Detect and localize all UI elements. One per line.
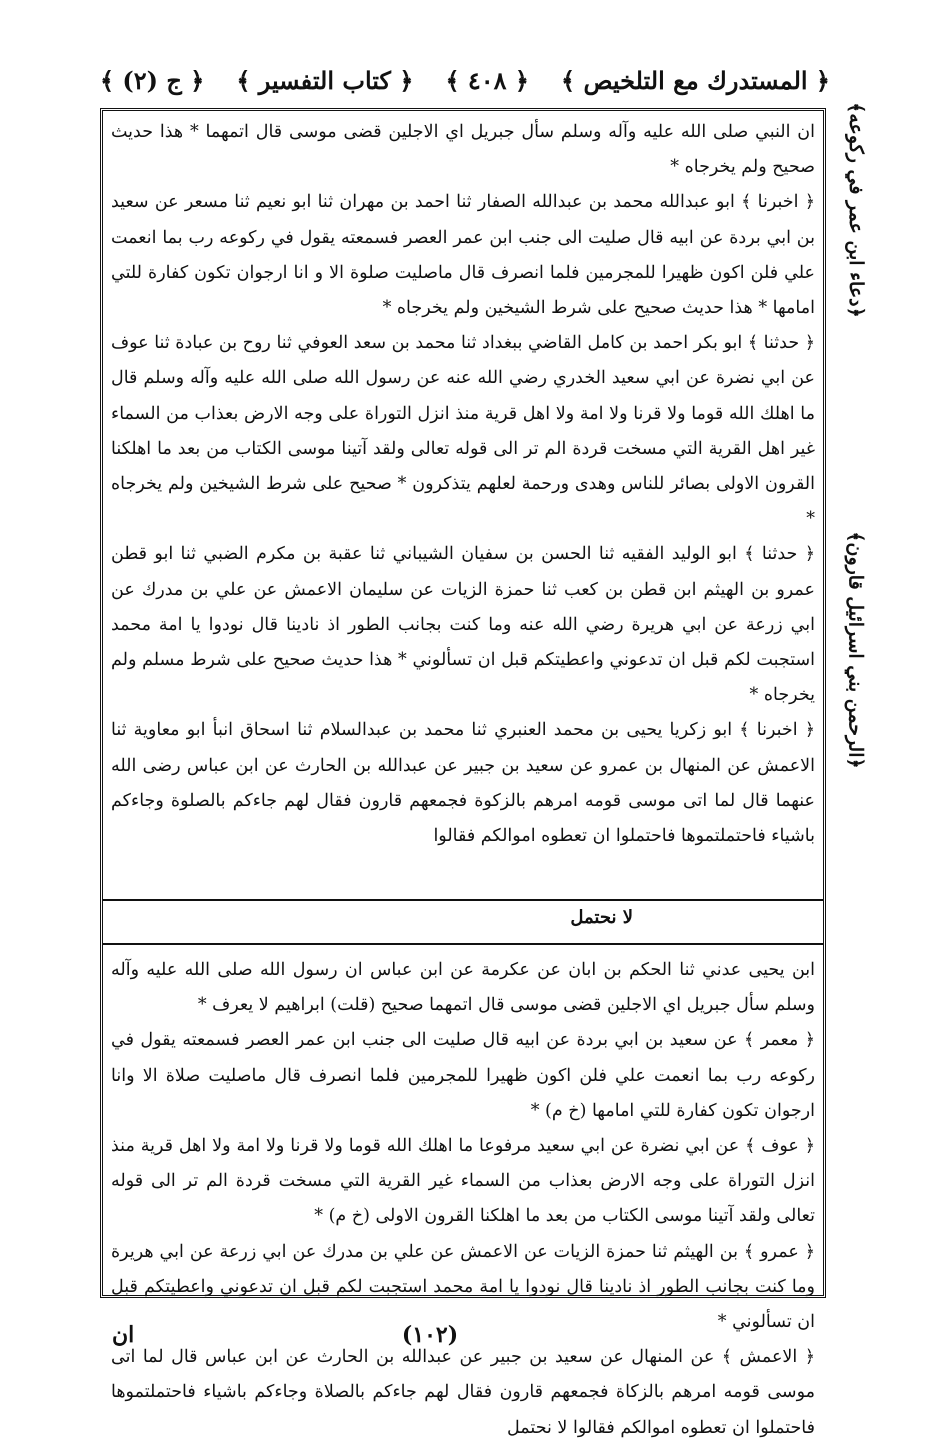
paragraph: ﴿ حدثنا ﴾ ابو بكر احمد بن كامل القاضي ببغداد ثنا محمد بن سعد العوفي ثنا روح بن عبادة ثنا عوف عن ابي نضرة عن ابي سعيد الخدري رضي الله عنه عن رسول الله صلى الله عليه وآله وسلم قال ما اهلك الله قوما ولا قرنا ولا امة ولا اهل قرية منذ انزل التوراة على وجه الارض بعذاب من السماء غير اهل القرية التي مسخت قردة الم تر الى قوله تعالى ولقد آتينا موسى الكتاب من بعد ما اهلكنا القرون الاولى بصائر للناس وهدى ورحمة لعلهم يتذكرون * صحيح على شرط الشيخين ولم يخرجاه *: [111, 333, 815, 530]
running-header: [100, 58, 830, 102]
side-note-2: [836, 500, 876, 800]
paragraph: ﴿ حدثنا ﴾ ابو الوليد الفقيه ثنا الحسن بن سفيان الشيباني ثنا عقبة بن مكرم الضبي ثنا ابو قطن عمرو بن الهيثم ابن قطن بن كعب ثنا حمزة الزيات عن سليمان الاعمش عن علي بن مدرك عن ابي زرعة عن ابي هريرة رضي الله عنه وما كنت بجانب الطور اذ نادينا قال نودوا يا امة محمد استجبت لكم قبل ان تدعوني واعطيتكم قبل ان تسألوني * هذا حديث صحيح على شرط مسلم ولم يخرجاه *: [111, 544, 815, 706]
paragraph: ابن يحيى عدني ثنا الحكم بن ابان عن عكرمة عن ابن عباس ان رسول الله صلى الله عليه وآله وسلم سأل جبريل اي الاجلين قضى موسى قال اتمهما صحيح (قلت) ابراهيم لا يعرف *: [111, 960, 815, 1016]
footer-page-number: (١٠٢): [401, 1322, 459, 1348]
main-text: [111, 115, 815, 893]
side-note-text: ﴿الرحمن بني اسرائيل قارون﴾: [844, 531, 867, 769]
paragraph: ﴿ اخبرنا ﴾ ابو زكريا يحيى بن محمد العنبري ثنا محمد بن عبدالسلام ثنا اسحاق انبأ ابو معاوية ثنا الاعمش عن المنهال بن عمرو عن سعيد بن جبير عن عبدالله بن الحارث عن ابن عباس رضى الله عنهما قال لما اتى موسى قومه امرهم بالزكوة فجمعهم قارون فقال لهم جاءكم بالصلوة وجاءكم باشياء فاحتملتموها فاحتملوا ان تعطوه اموالكم فقالوا: [111, 720, 815, 847]
side-note-text: ﴿دعاء ابن عمر في ركوعه﴾: [845, 102, 867, 318]
paragraph: ﴿ معمر ﴾ عن سعيد بن ابي بردة عن ابيه قال صليت الى جنب ابن عمر العصر فسمعته يقول في ركوعه رب بما انعمت علي فلن اكون ظهيرا للمجرمين فلما انصرف قال ماصليت صلاة الا وانا ارجوان تكون كفارة للتي امامها (خ م) *: [111, 1030, 815, 1121]
paragraph: ﴿ اخبرنا ﴾ ابو عبدالله محمد بن عبدالله الصفار ثنا احمد بن مهران ثنا ابو نعيم ثنا مسعر عن سعيد بن ابي بردة عن ابيه قال صليت الى جنب ابن عمر العصر فسمعته يقول في ركوعه رب بما انعمت علي فلن اكون ظهيرا للمجرمين فلما انصرف قال ماصليت صلوة الا و انا ارجوان تكون كفارة للتي امامها * هذا حديث صحيح على شرط الشيخين ولم يخرجاه *: [111, 192, 815, 319]
book-title: ﴿ المستدرك مع التلخيص ﴾: [561, 65, 830, 95]
catchword: ان: [112, 1322, 135, 1348]
chapter-title: ﴿ كتاب التفسير ﴾: [236, 65, 414, 95]
paragraph: ﴿ عوف ﴾ عن ابي نضرة عن ابي سعيد مرفوعا ما اهلك الله قوما ولا قرنا ولا امة ولا اهل قرية منذ انزل التوراة على وجه الارض بعذاب من السماء غير القرية التي مسخت قردة الم تر الى قوله تعالى ولقد آتينا موسى الكتاب من بعد ما اهلكنا القرون الاولى (خ م) *: [111, 1136, 815, 1227]
continuation-marker: لا نحتمل: [570, 907, 633, 928]
paragraph: ﴿ الاعمش ﴾ عن المنهال عن سعيد بن جبير عن عبدالله بن الحارث عن ابن عباس قال لما اتى موسى قومه امرهم بالزكاة فجمعهم قارون فقال لهم جاءكم بالصلاة وجاءكم باشياء فاحتملتموها فاحتملوا ان تعطوه اموالكم فقالوا لا نحتمل: [111, 1347, 815, 1438]
volume-number: ﴿ ج (٢) ﴾: [100, 65, 205, 95]
paragraph: ﴿ عمرو ﴾ بن الهيثم ثنا حمزة الزيات عن الاعمش عن علي بن مدرك عن ابي زرعة عن ابي هريرة وما كنت بجانب الطور اذ نادينا قال نودوا يا امة محمد استجبت لكم قبل ان تدعوني واعطيتكم قبل ان تسألوني *: [111, 1241, 815, 1333]
divider: [103, 899, 823, 901]
paragraph: ان النبي صلى الله عليه وآله وسلم سأل جبريل اي الاجلين قضى موسى قال اتمهما * هذا حديث صحيح ولم يخرجاه *: [111, 122, 815, 178]
header-page-number: ﴿ ٤٠٨ ﴾: [445, 65, 529, 95]
divider: [103, 943, 823, 945]
side-note-1: [836, 102, 876, 318]
